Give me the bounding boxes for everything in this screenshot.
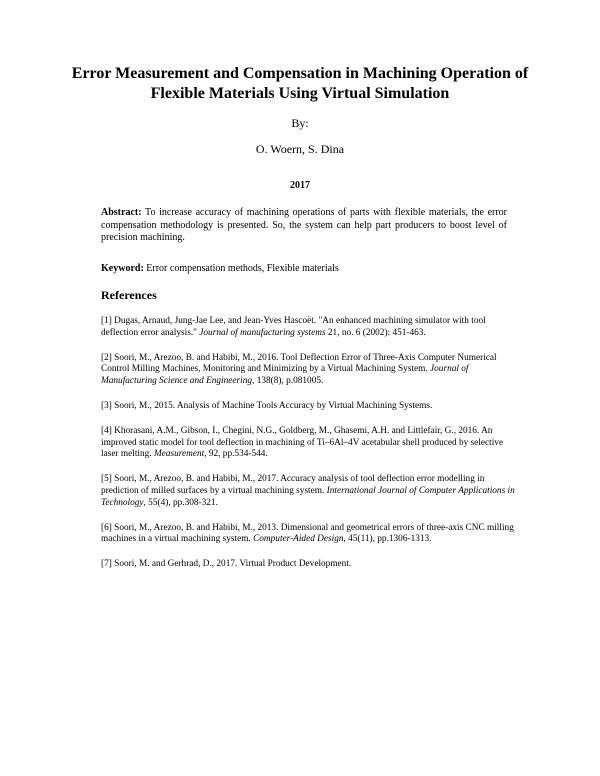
reference-item (101, 523, 521, 547)
keyword-text: Error compensation methods, Flexible materials (143, 263, 339, 274)
reference-text: [4] Khorasani, A.M., Gibson, I., Chegini, N.G., Goldberg, M., Ghasemi, A.H. and Littlefair, G., 2016. An improved static model for tool deflection in machining of Ti–6Al–4V acetabular shell produced by selective laser melting. (101, 425, 504, 460)
abstract-text: To increase accuracy of machining operations of parts with flexible materials, the error compensation methodology is presented. So, the system can help part producers to boost level of precision machining. (101, 207, 507, 243)
by-label: By: (291, 116, 309, 130)
reference-source: International Journal of Computer Applications in Technology (101, 485, 515, 508)
reference-details: , 138(8), p.081005. (252, 376, 324, 387)
abstract-label: Abstract: (101, 207, 142, 218)
reference-details: , 55(4), pp.308-321. (143, 497, 218, 508)
reference-source: Journal of Manufacturing Science and Engineering (101, 364, 469, 387)
references-heading: References (101, 288, 157, 302)
reference-text: [7] Soori, M. and Gerhrad, D., 2017. Virtual Product Development. (101, 559, 352, 570)
reference-details: , 45(11), pp.1306-1313. (343, 534, 432, 545)
authors: O. Woern, S. Dina (255, 142, 345, 156)
reference-item (101, 353, 521, 388)
reference-source: Journal of manufacturing systems (199, 327, 326, 338)
reference-text: [3] Soori, M., 2015. Analysis of Machine Tools Accuracy by Virtual Machining Systems. (101, 400, 433, 411)
reference-text: [5] Soori, M., Arezoo, B. and Habibi, M., 2017. Accuracy analysis of tool deflection error modelling in prediction of milled surfaces by a virtual machining system. (101, 474, 485, 496)
reference-text: [6] Soori, M., Arezoo, B. and Habibi, M., 2013. Dimensional and geometrical errors of three-axis CNC milling machines in a virtual machining system. (101, 522, 514, 545)
reference-details: , 92, pp.534-544. (204, 449, 268, 460)
reference-details: 21, no. 6 (2002): 451-463. (325, 327, 426, 338)
reference-item (101, 426, 521, 461)
reference-item (101, 559, 521, 571)
reference-item (101, 401, 521, 413)
keyword-label: Keyword: (101, 263, 144, 274)
reference-item (101, 474, 521, 509)
reference-source: Measurement (153, 449, 205, 460)
reference-source: Computer-Aided Design (253, 534, 344, 545)
keywords (101, 263, 521, 274)
reference-text: [2] Soori, M., Arezoo, B. and Habibi, M., 2016. Tool Deflection Error of Three-Axis Computer Numerical Control Milling Machines, Monitoring and Minimizing by a Virtual Machining System. (101, 352, 497, 375)
paper-title: Error Measurement and Compensation in Machining Operation of Flexible Materials Using Virtual Simulation (71, 65, 529, 102)
publication-year: 2017 (290, 180, 310, 191)
references-list (101, 316, 521, 584)
reference-item (101, 316, 521, 340)
reference-text: [1] Dugas, Arnaud, Jung-Jae Lee, and Jean-Yves Hascoët. "An enhanced machining simulator with tool deflection error analysis." (101, 316, 486, 338)
abstract (101, 207, 507, 245)
